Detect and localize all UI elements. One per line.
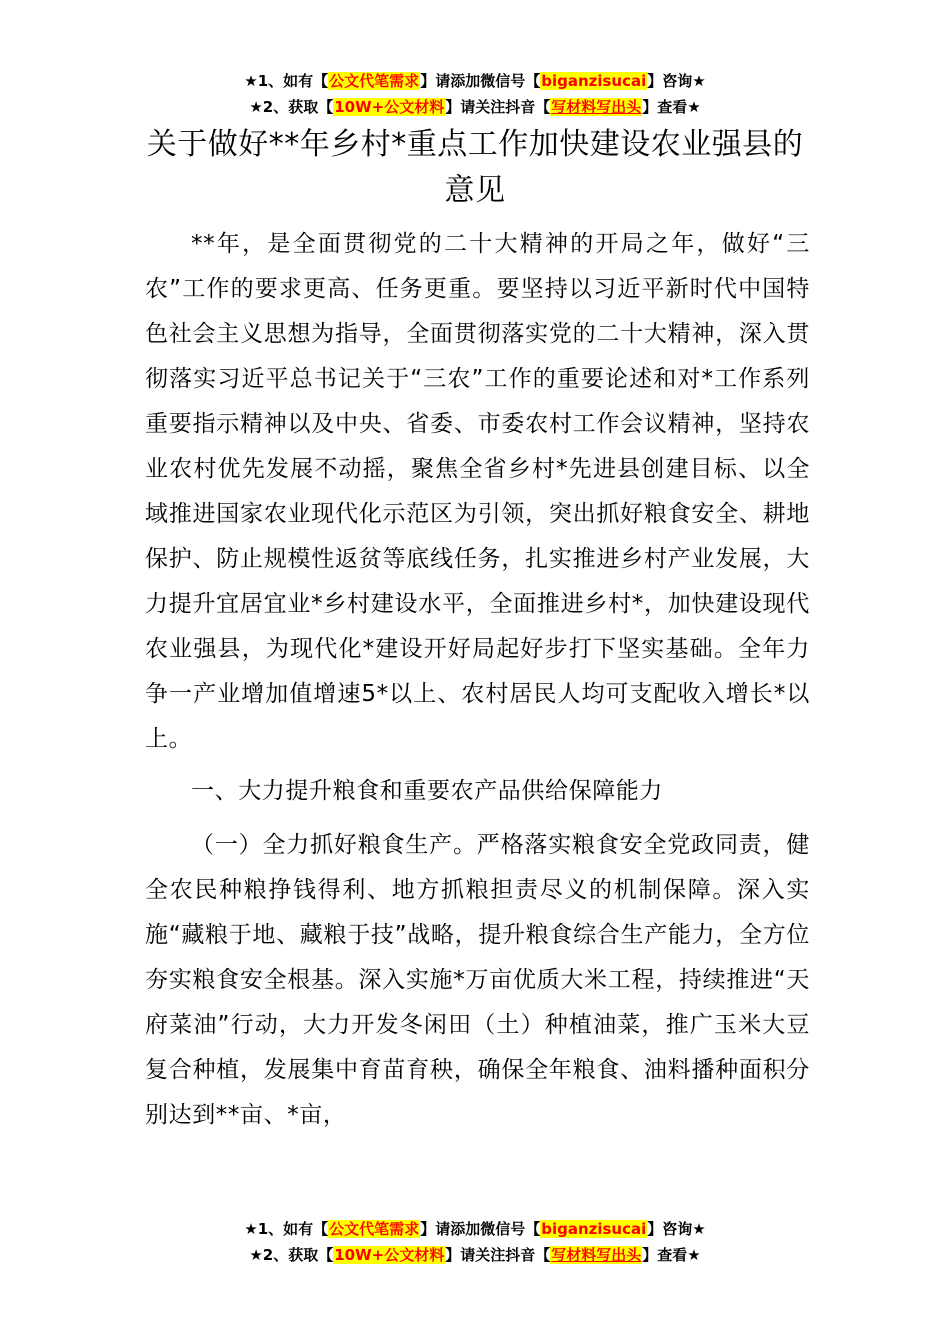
- highlight-service: 公文代笔需求: [329, 1220, 420, 1238]
- document-body: [145, 222, 810, 1145]
- banner-text: 】请关注抖音【: [445, 98, 551, 116]
- banner-text: 】咨询★: [647, 1220, 706, 1238]
- section-heading: 一、大力提升粮食和重要农产品供给保障能力: [191, 778, 663, 804]
- highlight-wechat-id: biganzisucai: [541, 72, 647, 90]
- footer-banner: [0, 1216, 950, 1268]
- banner-text: 】请添加微信号【: [420, 72, 541, 90]
- banner-text: 】查看★: [642, 1246, 701, 1264]
- highlight-douyin-account: 写材料写出头: [551, 98, 642, 116]
- banner-text: 】请关注抖音【: [445, 1246, 551, 1264]
- banner-text: 】咨询★: [647, 72, 706, 90]
- highlight-douyin-account: 写材料写出头: [551, 1246, 642, 1264]
- highlight-wechat-id: biganzisucai: [541, 1220, 647, 1238]
- banner-text: ★2、获取【: [249, 1246, 334, 1264]
- banner-text: 】请添加微信号【: [420, 1220, 541, 1238]
- highlight-materials: 10W+公文材料: [334, 1246, 445, 1264]
- paragraph-intro: **年，是全面贯彻党的二十大精神的开局之年，做好“三农”工作的要求更高、任务更重。要坚持以习近平新时代中国特色社会主义思想为指导，全面贯彻落实党的二十大精神，深入贯彻落实习近平总书记关于“三农”工作的重要论述和对*工作系列重要指示精神以及中央、省委、市委农村工作会议精神，坚持农业农村优先发展不动摇，聚焦全省乡村*先进县创建目标、以全域推进国家农业现代化示范区为引领，突出抓好粮食安全、耕地保护、防止规模性返贫等底线任务，扎实推进乡村产业发展，大力提升宜居宜业*乡村建设水平，全面推进乡村*，加快建设现代农业强县，为现代化*建设开好局起好步打下坚实基础。全年力争一产业增加值增速5*以上、农村居民人均可支配收入增长*以上。: [145, 231, 810, 752]
- banner-line-1: [0, 1216, 950, 1242]
- banner-text: ★1、如有【: [244, 1220, 329, 1238]
- banner-line-1: [0, 68, 950, 94]
- banner-line-2: [0, 1242, 950, 1268]
- banner-text: ★2、获取【: [249, 98, 334, 116]
- banner-line-2: [0, 94, 950, 120]
- header-banner: [0, 68, 950, 120]
- banner-text: ★1、如有【: [244, 72, 329, 90]
- highlight-service: 公文代笔需求: [329, 72, 420, 90]
- document-title: 关于做好**年乡村*重点工作加快建设农业强县的意见: [146, 127, 804, 208]
- highlight-materials: 10W+公文材料: [334, 98, 445, 116]
- banner-text: 】查看★: [642, 98, 701, 116]
- paragraph-grain-production: （一）全力抓好粮食生产。严格落实粮食安全党政同责，健全农民种粮挣钱得利、地方抓粮担责尽义的机制保障。深入实施“藏粮于地、藏粮于技”战略，提升粮食综合生产能力，全方位夯实粮食安全根基。深入实施*万亩优质大米工程，持续推进“天府菜油”行动，大力开发冬闲田（土）种植油菜，推广玉米大豆复合种植，发展集中育苗育秧，确保全年粮食、油料播种面积分别达到**亩、*亩，: [145, 832, 810, 1128]
